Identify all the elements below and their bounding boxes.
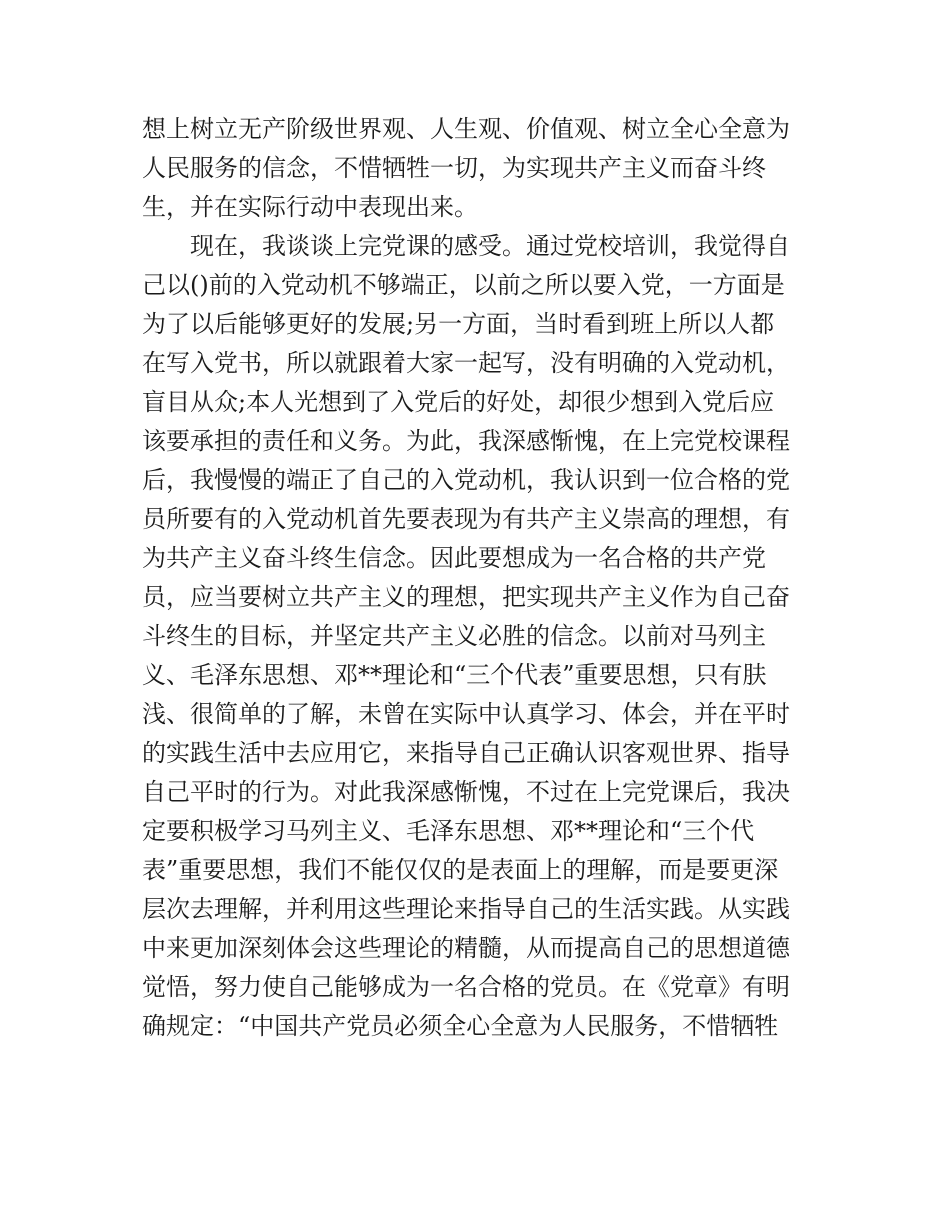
text-line: 浅、很简单的了解，未曾在实际中认真学习、体会，并在平时	[142, 700, 790, 728]
text-line: 的实践生活中去应用它，来指导自己正确认识客观世界、指导	[142, 739, 790, 767]
text-line: 中来更加深刻体会这些理论的精髓，从而提高自己的思想道德	[142, 934, 790, 962]
text-line: 该要承担的责任和义务。为此，我深感惭愧，在上完党校课程	[142, 427, 790, 455]
text-line: 己以()前的入党动机不够端正，以前之所以要入党，一方面是	[142, 271, 785, 299]
text-line: 生，并在实际行动中表现出来。	[142, 193, 478, 221]
text-line: 自己平时的行为。对此我深感惭愧，不过在上完党课后，我决	[142, 778, 790, 806]
text-line: 在写入党书，所以就跟着大家一起写，没有明确的入党动机，	[142, 349, 790, 377]
text-line: 为了以后能够更好的发展;另一方面，当时看到班上所以人都	[142, 310, 775, 338]
text-line: 表”重要思想，我们不能仅仅的是表面上的理解，而是要更深	[142, 856, 779, 884]
text-line: 人民服务的信念，不惜牺牲一切，为实现共产主义而奋斗终	[142, 154, 766, 182]
text-line: 为共产主义奋斗终生信念。因此要想成为一名合格的共产党	[142, 544, 766, 572]
text-line: 员所要有的入党动机首先要表现为有共产主义崇高的理想，有	[142, 505, 790, 533]
text-line: 想上树立无产阶级世界观、人生观、价值观、树立全心全意为	[142, 115, 790, 143]
body-text	[142, 110, 822, 1046]
text-line: 确规定：“中国共产党员必须全心全意为人民服务，不惜牺牲	[142, 1012, 779, 1040]
text-line: 觉悟，努力使自己能够成为一名合格的党员。在《党章》有明	[142, 973, 790, 1001]
text-line: 员，应当要树立共产主义的理想，把实现共产主义作为自己奋	[142, 583, 790, 611]
paragraph-start-line: 现在，我谈谈上完党课的感受。通过党校培训，我觉得自	[190, 232, 790, 260]
text-line: 盲目从众;本人光想到了入党后的好处，却很少想到入党后应	[142, 388, 775, 416]
text-line: 层次去理解，并利用这些理论来指导自己的生活实践。从实践	[142, 895, 790, 923]
text-line: 义、毛泽东思想、邓**理论和“三个代表”重要思想，只有肤	[142, 661, 767, 689]
text-line: 斗终生的目标，并坚定共产主义必胜的信念。以前对马列主	[142, 622, 766, 650]
text-line: 后，我慢慢的端正了自己的入党动机，我认识到一位合格的党	[142, 466, 790, 494]
text-line: 定要积极学习马列主义、毛泽东思想、邓**理论和“三个代	[142, 817, 755, 845]
